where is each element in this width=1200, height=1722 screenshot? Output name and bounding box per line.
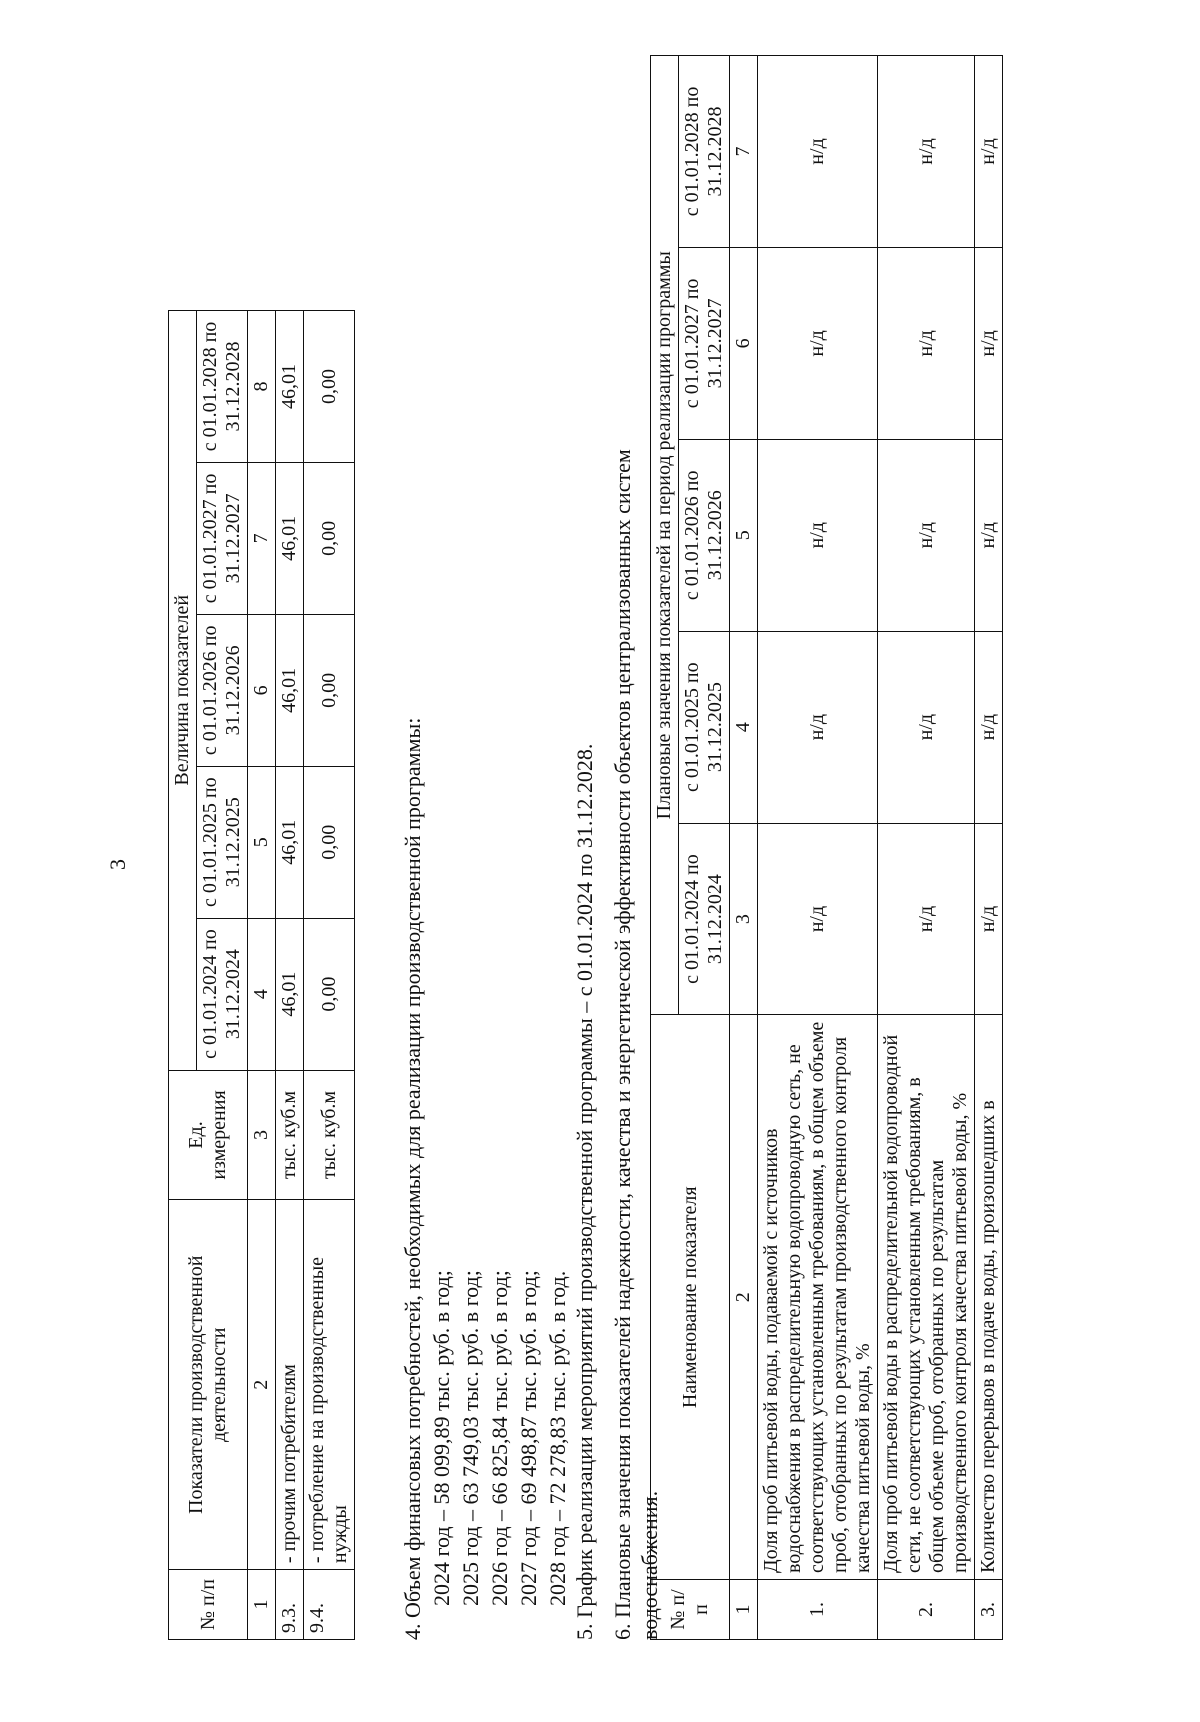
row-value: н/д <box>975 823 1003 1015</box>
row-unit: тыс. куб.м <box>304 1070 355 1200</box>
header-unit: Ед. измерения <box>169 1070 248 1200</box>
header-num: № п/п <box>169 1570 248 1640</box>
header-period: с 01.01.2027 по 31.12.2027 <box>679 247 730 439</box>
row-value: н/д <box>758 631 878 823</box>
row-num: 1. <box>758 1580 878 1640</box>
table-row <box>304 311 355 1640</box>
row-value: н/д <box>758 247 878 439</box>
header-period: с 01.01.2028 по 31.12.2028 <box>679 56 730 248</box>
header-group: Плановые значения показателей на период реализации программы <box>651 56 679 1016</box>
table-header-row <box>169 311 197 1640</box>
row-value: 46,01 <box>276 614 304 766</box>
header-indicator: Показатели производственной деятельности <box>169 1200 248 1570</box>
row-value: н/д <box>878 56 975 248</box>
row-name: - прочим потребителям <box>276 1200 304 1570</box>
row-value: н/д <box>758 56 878 248</box>
header-period: с 01.01.2024 по 31.12.2024 <box>197 918 248 1070</box>
col-number: 6 <box>730 247 758 439</box>
row-name: Количество перерывов в подаче воды, произошедших в <box>975 1015 1003 1580</box>
rotated-document-page <box>50 60 1150 1660</box>
row-value: 46,01 <box>276 462 304 614</box>
row-unit: тыс. куб.м <box>276 1070 304 1200</box>
row-num: 9.4. <box>304 1570 355 1640</box>
financial-line: 2027 год – 69 498,87 тыс. руб. в год; <box>516 1270 541 1606</box>
header-num: № п/п <box>651 1580 730 1640</box>
col-number: 2 <box>730 1015 758 1580</box>
schedule-section-title: 5. График реализации мероприятий производственной программы – с 01.01.2024 по 31.12.2028. <box>572 743 597 1640</box>
production-indicators-table <box>168 310 355 1640</box>
row-value: 46,01 <box>276 918 304 1070</box>
row-value: н/д <box>975 631 1003 823</box>
row-num: 3. <box>975 1580 1003 1640</box>
row-value: 0,00 <box>304 918 355 1070</box>
row-value: н/д <box>878 247 975 439</box>
col-number: 4 <box>730 631 758 823</box>
col-number: 3 <box>730 823 758 1015</box>
table-header-row <box>651 56 679 1640</box>
financial-line: 2028 год – 72 278,83 тыс. руб. в год. <box>545 1270 570 1606</box>
planned-values-section-title-end: водоснабжения. <box>637 1490 662 1640</box>
row-num: 2. <box>878 1580 975 1640</box>
row-value: н/д <box>878 823 975 1015</box>
header-period: с 01.01.2026 по 31.12.2026 <box>679 439 730 631</box>
row-value: н/д <box>878 439 975 631</box>
row-name: - потребление на производственные нужды <box>304 1200 355 1570</box>
header-period: с 01.01.2024 по 31.12.2024 <box>679 823 730 1015</box>
row-value: н/д <box>975 439 1003 631</box>
col-number: 3 <box>248 1070 276 1200</box>
header-name: Наименование показателя <box>651 1015 730 1580</box>
col-number: 6 <box>248 614 276 766</box>
row-name: Доля проб питьевой воды в распределительной водопроводной сети, не соответствующих установленным требованиям, в общем объеме проб, отобранных по результатам производственного контроля качества питьевой воды, % <box>878 1015 975 1580</box>
col-number: 7 <box>248 462 276 614</box>
row-num: 9.3. <box>276 1570 304 1640</box>
table-row <box>975 56 1003 1640</box>
header-period: с 01.01.2027 по 31.12.2027 <box>197 462 248 614</box>
row-value: н/д <box>975 56 1003 248</box>
col-number: 8 <box>248 311 276 463</box>
financial-needs-section <box>398 718 572 1640</box>
page-number: 3 <box>105 859 130 870</box>
col-number: 2 <box>248 1200 276 1570</box>
section-title: 4. Объем финансовых потребностей, необходимых для реализации производственной программы: <box>400 717 425 1640</box>
row-value: 0,00 <box>304 462 355 614</box>
header-period: с 01.01.2025 по 31.12.2025 <box>679 631 730 823</box>
table-row <box>276 311 304 1640</box>
col-number: 7 <box>730 56 758 248</box>
row-value: н/д <box>878 631 975 823</box>
row-value: 46,01 <box>276 311 304 463</box>
financial-line: 2025 год – 63 749,03 тыс. руб. в год; <box>458 1270 483 1606</box>
header-period: с 01.01.2028 по 31.12.2028 <box>197 311 248 463</box>
planned-values-section-title: 6. Плановые значения показателей надежности, качества и энергетической эффективности объектов централизованных систем <box>610 449 635 1640</box>
financial-line: 2026 год – 66 825,84 тыс. руб. в год; <box>487 1270 512 1606</box>
column-number-row <box>248 311 276 1640</box>
row-value: н/д <box>758 439 878 631</box>
col-number: 5 <box>730 439 758 631</box>
row-value: 0,00 <box>304 766 355 918</box>
row-value: 0,00 <box>304 311 355 463</box>
table-row <box>878 56 975 1640</box>
col-number: 1 <box>730 1580 758 1640</box>
row-value: 46,01 <box>276 766 304 918</box>
planned-values-table <box>650 55 1003 1640</box>
col-number: 1 <box>248 1570 276 1640</box>
row-name: Доля проб питьевой воды, подаваемой с источников водоснабжения в распределительную водопроводную сеть, не соответствующих установленным требованиям, в общем объеме проб, отобранных по результатам производственного контроля качества питьевой воды, % <box>758 1015 878 1580</box>
col-number: 5 <box>248 766 276 918</box>
column-number-row <box>730 56 758 1640</box>
financial-line: 2024 год – 58 099,89 тыс. руб. в год; <box>429 1270 454 1606</box>
row-value: 0,00 <box>304 614 355 766</box>
row-value: н/д <box>758 823 878 1015</box>
header-period: с 01.01.2026 по 31.12.2026 <box>197 614 248 766</box>
row-value: н/д <box>975 247 1003 439</box>
header-period: с 01.01.2025 по 31.12.2025 <box>197 766 248 918</box>
header-value-group: Величина показателей <box>169 311 197 1071</box>
table-row <box>758 56 878 1640</box>
col-number: 4 <box>248 918 276 1070</box>
